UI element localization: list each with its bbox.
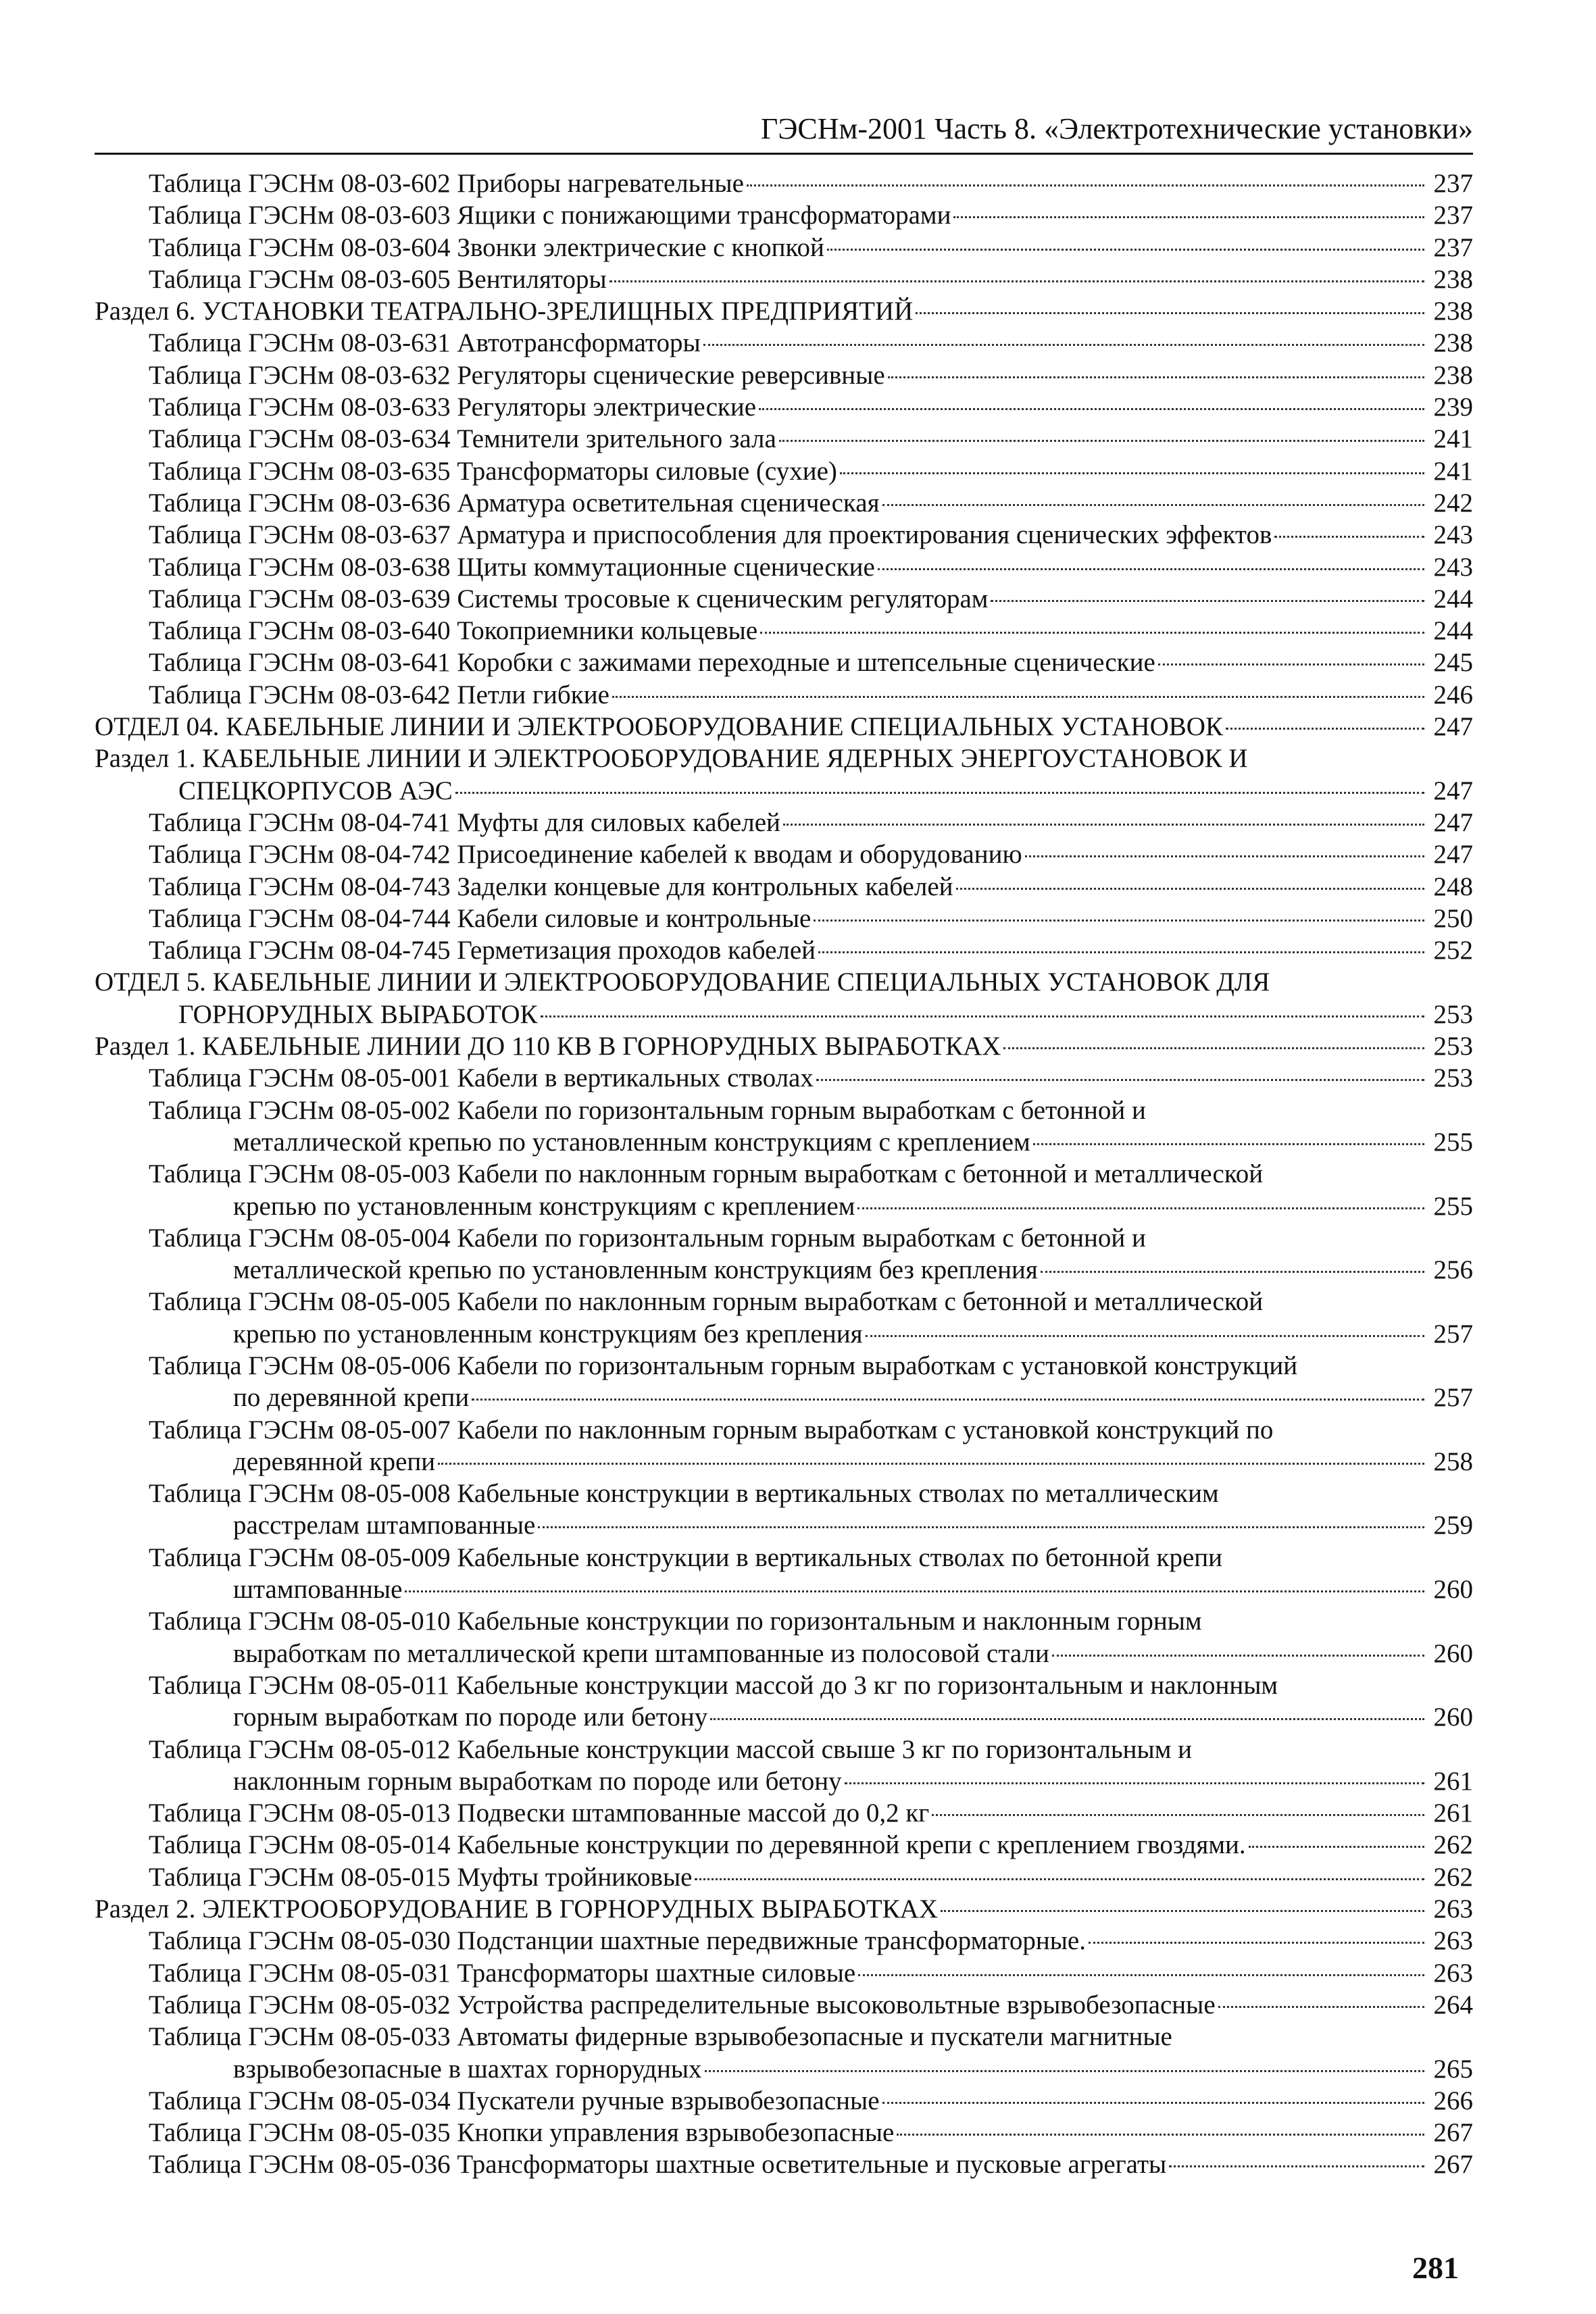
toc-entry-title: Таблица ГЭСНм 08-04-741 Муфты для силовых кабелей	[149, 807, 780, 837]
dot-leader	[703, 344, 1424, 346]
toc-entry-title: Таблица ГЭСНм 08-03-605 Вентиляторы	[149, 264, 607, 294]
toc-table-entry[interactable]	[95, 1062, 1473, 1094]
toc-entry-title: ГОРНОРУДНЫХ ВЫРАБОТОК	[178, 999, 538, 1029]
dot-leader	[845, 1782, 1424, 1784]
toc-page-number: 264	[1433, 1990, 1473, 2019]
toc-table-entry[interactable]	[95, 199, 1473, 231]
toc-entry-title: Таблица ГЭСНм 08-04-745 Герметизация проходов кабелей	[149, 936, 816, 965]
toc-page-number: 237	[1433, 169, 1473, 198]
toc-entry-title: Таблица ГЭСНм 08-05-007 Кабели по наклонным горным выработкам с установкой конструкций по	[149, 1415, 1274, 1444]
toc-page-number: 266	[1433, 2086, 1473, 2115]
dot-leader	[827, 249, 1424, 251]
dot-leader	[857, 1207, 1424, 1209]
toc-page-number: 244	[1433, 584, 1473, 613]
toc-page-number: 248	[1433, 872, 1473, 901]
toc-page-number: 238	[1433, 297, 1473, 326]
toc-table-entry[interactable]	[95, 1222, 1473, 1286]
toc-entry-title: Таблица ГЭСНм 08-05-033 Автоматы фидерные взрывобезопасные и пускатели магнитные	[149, 2022, 1172, 2052]
toc-entry-title: Таблица ГЭСНм 08-04-742 Присоединение кабелей к вводам и оборудованию	[149, 840, 1022, 870]
toc-table-entry[interactable]	[95, 1957, 1473, 1989]
toc-page-number: 261	[1433, 1766, 1473, 1796]
toc-entry-title: Таблица ГЭСНм 08-05-003 Кабели по наклонным горным выработкам с бетонной и металлической	[149, 1159, 1264, 1189]
toc-entry-title: горным выработкам по породе или бетону	[233, 1703, 708, 1732]
dot-leader	[840, 472, 1424, 474]
toc-page-number: 253	[1433, 1032, 1473, 1061]
toc-page-number: 265	[1433, 2054, 1473, 2084]
toc-entry-title: Раздел 6. УСТАНОВКИ ТЕАТРАЛЬНО-ЗРЕЛИЩНЫХ ПРЕДПРИЯТИЙ	[95, 297, 914, 326]
toc-entry-title: Раздел 1. КАБЕЛЬНЫЕ ЛИНИИ ДО 110 КВ В ГОРНОРУДНЫХ ВЫРАБОТКАХ	[95, 1032, 1001, 1061]
dot-leader	[1274, 536, 1424, 538]
toc-page-number: 243	[1433, 520, 1473, 550]
toc-table-entry[interactable]	[95, 871, 1473, 903]
toc-entry-title: Таблица ГЭСНм 08-05-002 Кабели по горизонтальным горным выработкам с бетонной и	[149, 1095, 1146, 1125]
toc-entry-title: Таблица ГЭСНм 08-05-031 Трансформаторы шахтные силовые	[149, 1958, 856, 1988]
dot-leader	[760, 632, 1424, 634]
dot-leader	[1033, 1143, 1424, 1145]
dot-leader	[897, 2134, 1424, 2136]
dot-leader	[818, 951, 1424, 953]
toc-page-number: 263	[1433, 1926, 1473, 1956]
toc-page-number: 247	[1433, 840, 1473, 870]
toc-table-entry[interactable]	[95, 1478, 1473, 1542]
toc-table-entry[interactable]	[95, 2085, 1473, 2117]
dot-leader	[1089, 1942, 1424, 1944]
toc-page-number: 267	[1433, 2150, 1473, 2180]
dot-leader	[1041, 1271, 1424, 1273]
toc-page-number: 260	[1433, 1703, 1473, 1732]
dot-leader	[956, 888, 1424, 890]
toc-page-number: 257	[1433, 1383, 1473, 1413]
toc-page-number: 237	[1433, 232, 1473, 262]
toc-page-number: 260	[1433, 1638, 1473, 1668]
toc-page-number: 241	[1433, 424, 1473, 454]
toc-table-entry[interactable]	[95, 263, 1473, 295]
toc-page-number: 239	[1433, 393, 1473, 422]
toc-entry-title: Таблица ГЭСНм 08-05-001 Кабели в вертикальных стволах	[149, 1063, 814, 1093]
dot-leader	[438, 1463, 1424, 1465]
dot-leader	[1249, 1846, 1424, 1848]
dot-leader	[941, 1910, 1424, 1912]
toc-table-entry[interactable]	[95, 551, 1473, 583]
toc-table-entry[interactable]	[95, 2117, 1473, 2148]
dot-leader	[932, 1814, 1424, 1816]
toc-page-number: 262	[1433, 1862, 1473, 1892]
toc-page-number: 267	[1433, 2118, 1473, 2148]
toc-entry-title: Раздел 1. КАБЕЛЬНЫЕ ЛИНИИ И ЭЛЕКТРООБОРУДОВАНИЕ ЯДЕРНЫХ ЭНЕРГОУСТАНОВОК И	[95, 744, 1248, 774]
toc-page-number: 259	[1433, 1511, 1473, 1540]
dot-leader	[455, 792, 1424, 794]
toc-page-number: 250	[1433, 903, 1473, 933]
toc-entry-title: металлической крепью по установленным конструкциям с креплением	[233, 1127, 1030, 1157]
toc-page-number: 237	[1433, 201, 1473, 230]
toc-entry-title: Таблица ГЭСНм 08-04-743 Заделки концевые для контрольных кабелей	[149, 872, 953, 901]
toc-entry-title: расстрелам штампованные	[233, 1511, 536, 1540]
toc-table-entry[interactable]	[95, 2021, 1473, 2085]
toc-entry-title: СПЕЦКОРПУСОВ АЭС	[178, 776, 453, 805]
toc-table-entry[interactable]	[95, 1925, 1473, 1957]
toc-entry-title: Таблица ГЭСНм 08-05-011 Кабельные конструкции массой до 3 кг по горизонтальным и наклонным	[149, 1670, 1278, 1700]
toc-entry-title: выработкам по металлической крепи штампованные из полосовой стали	[233, 1638, 1049, 1668]
toc-page-number: 253	[1433, 1063, 1473, 1093]
toc-entry-title: ОТДЕЛ 5. КАБЕЛЬНЫЕ ЛИНИИ И ЭЛЕКТРООБОРУДОВАНИЕ СПЕЦИАЛЬНЫХ УСТАНОВОК ДЛЯ	[95, 967, 1270, 997]
toc-table-entry[interactable]	[95, 1989, 1473, 2021]
dot-leader	[1226, 728, 1424, 730]
dot-leader	[858, 1974, 1424, 1976]
toc-table-entry[interactable]	[95, 615, 1473, 647]
toc-entry-title: Таблица ГЭСНм 08-03-640 Токоприемники кольцевые	[149, 616, 758, 646]
toc-page-number: 241	[1433, 456, 1473, 486]
dot-leader	[1052, 1655, 1424, 1657]
toc-table-entry[interactable]	[95, 1158, 1473, 1222]
toc-entry-title: Таблица ГЭСНм 08-03-632 Регуляторы сценические реверсивные	[149, 360, 885, 390]
toc-page-number: 263	[1433, 1894, 1473, 1924]
toc-table-entry[interactable]	[95, 838, 1473, 870]
toc-page-number: 263	[1433, 1958, 1473, 1988]
toc-page-number: 256	[1433, 1255, 1473, 1285]
toc-page-number: 244	[1433, 616, 1473, 646]
toc-table-entry[interactable]	[95, 934, 1473, 966]
dot-leader	[916, 312, 1424, 314]
dot-leader	[612, 696, 1424, 698]
toc-table-entry[interactable]	[95, 679, 1473, 711]
toc-table-entry[interactable]	[95, 807, 1473, 838]
toc-table-entry[interactable]	[95, 1734, 1473, 1798]
toc-page-number: 245	[1433, 648, 1473, 678]
toc-entry-title: Таблица ГЭСНм 08-05-004 Кабели по горизонтальным горным выработкам с бетонной и	[149, 1223, 1146, 1253]
toc-table-entry[interactable]	[95, 232, 1473, 263]
toc-entry-title: Таблица ГЭСНм 08-03-642 Петли гибкие	[149, 680, 609, 709]
toc-entry-title: деревянной крепи	[233, 1447, 436, 1476]
toc-page-number: 253	[1433, 999, 1473, 1029]
dot-leader	[747, 184, 1424, 186]
dot-leader	[405, 1590, 1424, 1592]
toc-entry-title: металлической крепью по установленным конструкциям без крепления	[233, 1255, 1038, 1285]
dot-leader	[1003, 1047, 1424, 1049]
toc-entry-title: Таблица ГЭСНм 08-03-637 Арматура и приспособления для проектирования сценических эффектов	[149, 520, 1272, 550]
toc-section-entry[interactable]	[95, 743, 1473, 807]
toc-page-number: 238	[1433, 264, 1473, 294]
toc-entry-title: Таблица ГЭСНм 08-05-034 Пускатели ручные взрывобезопасные	[149, 2086, 880, 2115]
toc-table-entry[interactable]	[95, 1350, 1473, 1414]
toc-page-number: 246	[1433, 680, 1473, 709]
toc-entry-title: Таблица ГЭСНм 08-05-005 Кабели по наклонным горным выработкам с бетонной и металлической	[149, 1287, 1264, 1317]
toc-table-entry[interactable]	[95, 2148, 1473, 2180]
dot-leader	[991, 600, 1424, 602]
toc-entry-title: Таблица ГЭСНм 08-03-631 Автотрансформаторы	[149, 328, 701, 358]
toc-page-number: 247	[1433, 776, 1473, 805]
toc-table-entry[interactable]	[95, 455, 1473, 487]
running-header: ГЭСНм-2001 Часть 8. «Электротехнические установки»	[95, 109, 1473, 155]
toc-table-entry[interactable]	[95, 1605, 1473, 1669]
toc-page-number: 262	[1433, 1830, 1473, 1860]
toc-section-entry[interactable]	[95, 1893, 1473, 1925]
toc-page-number: 257	[1433, 1319, 1473, 1349]
toc-table-entry[interactable]	[95, 647, 1473, 678]
dot-leader	[1169, 2165, 1424, 2167]
toc-page-number: 238	[1433, 328, 1473, 358]
toc-page-number: 243	[1433, 552, 1473, 582]
toc-entry-title: крепью по установленным конструкциям с креплением	[233, 1191, 855, 1221]
dot-leader	[816, 1079, 1424, 1081]
toc-page-number: 260	[1433, 1575, 1473, 1605]
toc-page-number: 247	[1433, 712, 1473, 742]
page-number: 281	[1412, 2250, 1459, 2285]
toc-entry-title: Таблица ГЭСНм 08-03-603 Ящики с понижающими трансформаторами	[149, 201, 951, 230]
toc-entry-title: Таблица ГЭСНм 08-05-036 Трансформаторы шахтные осветительные и пусковые агрегаты	[149, 2150, 1167, 2180]
toc-table-entry[interactable]	[95, 168, 1473, 199]
dot-leader	[878, 568, 1424, 570]
toc-entry-title: по деревянной крепи	[233, 1383, 470, 1413]
toc-entry-title: Таблица ГЭСНм 08-03-641 Коробки с зажимами переходные и штепсельные сценические	[149, 648, 1155, 678]
toc-entry-title: Таблица ГЭСНм 08-05-006 Кабели по горизонтальным горным выработкам с установкой конструкций	[149, 1351, 1298, 1380]
dot-leader	[538, 1526, 1424, 1528]
dot-leader	[882, 504, 1424, 506]
dot-leader	[779, 440, 1424, 442]
dot-leader	[866, 1335, 1424, 1337]
toc-table-entry[interactable]	[95, 903, 1473, 934]
toc-table-entry[interactable]	[95, 391, 1473, 423]
toc-page-number: 247	[1433, 807, 1473, 837]
toc-page-number: 242	[1433, 488, 1473, 518]
toc-section-entry[interactable]	[95, 295, 1473, 327]
dot-leader	[882, 2102, 1424, 2104]
toc-division-entry[interactable]	[95, 711, 1473, 743]
toc-entry-title: крепью по установленным конструкциям без крепления	[233, 1319, 863, 1349]
toc-table-entry[interactable]	[95, 519, 1473, 551]
toc-entry-title: Таблица ГЭСНм 08-05-013 Подвески штампованные массой до 0,2 кг	[149, 1799, 930, 1828]
dot-leader	[1025, 855, 1424, 857]
toc-page-number: 258	[1433, 1447, 1473, 1476]
toc-table-entry[interactable]	[95, 1542, 1473, 1606]
toc-entry-title: Таблица ГЭСНм 08-03-635 Трансформаторы силовые (сухие)	[149, 456, 837, 486]
toc-entry-title: Таблица ГЭСНм 08-03-602 Приборы нагревательные	[149, 169, 744, 198]
toc-table-entry[interactable]	[95, 1414, 1473, 1478]
toc-page-number: 255	[1433, 1127, 1473, 1157]
toc-page-number: 238	[1433, 360, 1473, 390]
toc-entry-title: взрывобезопасные в шахтах горнорудных	[233, 2054, 702, 2084]
dot-leader	[705, 2070, 1424, 2072]
dot-leader	[541, 1015, 1424, 1017]
dot-leader	[953, 216, 1424, 218]
toc-entry-title: штампованные	[233, 1575, 403, 1605]
table-of-contents	[95, 168, 1473, 2181]
dot-leader	[609, 280, 1424, 282]
toc-table-entry[interactable]	[95, 1861, 1473, 1893]
toc-entry-title: Таблица ГЭСНм 08-03-633 Регуляторы электрические	[149, 393, 757, 422]
toc-table-entry[interactable]	[95, 423, 1473, 455]
toc-page-number: 261	[1433, 1799, 1473, 1828]
toc-entry-title: Таблица ГЭСНм 08-05-008 Кабельные конструкции в вертикальных стволах по металлическим	[149, 1479, 1219, 1509]
toc-table-entry[interactable]	[95, 1669, 1473, 1734]
toc-table-entry[interactable]	[95, 583, 1473, 615]
toc-table-entry[interactable]	[95, 1286, 1473, 1350]
dot-leader	[814, 920, 1424, 922]
dot-leader	[1158, 663, 1424, 665]
toc-entry-title: ОТДЕЛ 04. КАБЕЛЬНЫЕ ЛИНИИ И ЭЛЕКТРООБОРУДОВАНИЕ СПЕЦИАЛЬНЫХ УСТАНОВОК	[95, 712, 1223, 742]
dot-leader	[472, 1399, 1424, 1401]
toc-table-entry[interactable]	[95, 1095, 1473, 1159]
toc-table-entry[interactable]	[95, 1797, 1473, 1829]
toc-table-entry[interactable]	[95, 1829, 1473, 1861]
dot-leader	[1218, 2006, 1424, 2008]
toc-entry-title: Таблица ГЭСНм 08-05-014 Кабельные конструкции по деревянной крепи с креплением гвоздями.	[149, 1830, 1246, 1860]
toc-entry-title: Таблица ГЭСНм 08-04-744 Кабели силовые и контрольные	[149, 903, 812, 933]
toc-entry-title: Таблица ГЭСНм 08-03-634 Темнители зрительного зала	[149, 424, 776, 454]
toc-table-entry[interactable]	[95, 327, 1473, 359]
toc-table-entry[interactable]	[95, 359, 1473, 391]
toc-table-entry[interactable]	[95, 487, 1473, 519]
dot-leader	[888, 376, 1424, 378]
toc-entry-title: Таблица ГЭСНм 08-03-604 Звонки электрические с кнопкой	[149, 232, 824, 262]
dot-leader	[710, 1718, 1424, 1720]
toc-entry-title: Таблица ГЭСНм 08-03-639 Системы тросовые к сценическим регуляторам	[149, 584, 989, 613]
toc-section-entry[interactable]	[95, 1030, 1473, 1062]
toc-entry-title: Таблица ГЭСНм 08-05-012 Кабельные конструкции массой свыше 3 кг по горизонтальным и	[149, 1734, 1193, 1764]
toc-page-number: 252	[1433, 936, 1473, 965]
dot-leader	[759, 408, 1424, 410]
toc-entry-title: Таблица ГЭСНм 08-05-035 Кнопки управления взрывобезопасные	[149, 2118, 895, 2148]
toc-entry-title: Таблица ГЭСНм 08-03-638 Щиты коммутационные сценические	[149, 552, 875, 582]
toc-entry-title: Таблица ГЭСНм 08-05-030 Подстанции шахтные передвижные трансформаторные.	[149, 1926, 1086, 1956]
toc-page-number: 255	[1433, 1191, 1473, 1221]
dot-leader	[783, 824, 1424, 826]
toc-entry-title: Раздел 2. ЭЛЕКТРООБОРУДОВАНИЕ В ГОРНОРУДНЫХ ВЫРАБОТКАХ	[95, 1894, 938, 1924]
toc-entry-title: наклонным горным выработкам по породе или бетону	[233, 1766, 842, 1796]
toc-division-entry[interactable]	[95, 966, 1473, 1030]
toc-entry-title: Таблица ГЭСНм 08-03-636 Арматура осветительная сценическая	[149, 488, 880, 518]
toc-entry-title: Таблица ГЭСНм 08-05-032 Устройства распределительные высоковольтные взрывобезопасные	[149, 1990, 1216, 2019]
toc-entry-title: Таблица ГЭСНм 08-05-010 Кабельные конструкции по горизонтальным и наклонным горным	[149, 1607, 1202, 1636]
toc-entry-title: Таблица ГЭСНм 08-05-015 Муфты тройниковые	[149, 1862, 693, 1892]
toc-entry-title: Таблица ГЭСНм 08-05-009 Кабельные конструкции в вертикальных стволах по бетонной крепи	[149, 1542, 1223, 1572]
dot-leader	[695, 1878, 1424, 1880]
